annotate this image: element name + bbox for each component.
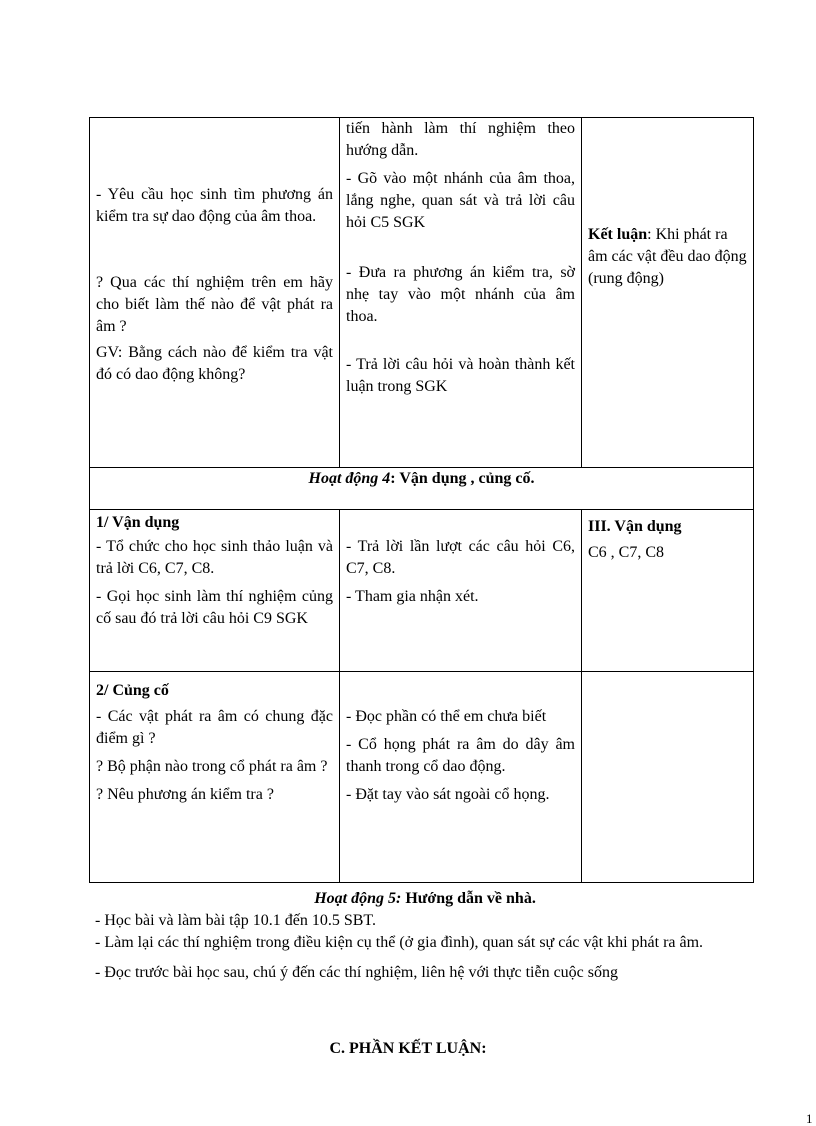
conclusion-label: Kết luận: [588, 226, 648, 243]
activity-title: : Vận dụng , củng cố.: [390, 470, 535, 487]
section-heading: 2/ Củng cố: [96, 682, 169, 699]
homework-heading: [95, 888, 755, 910]
student-activity-cell: [340, 672, 582, 883]
cell-text: - Đặt tay vào sát ngoài cổ họng.: [346, 786, 550, 803]
section-c-heading: C. PHẦN KẾT LUẬN:: [329, 1040, 487, 1057]
table-row: [90, 468, 754, 510]
teacher-activity-cell: [90, 510, 340, 672]
cell-text: - Các vật phát ra âm có chung đặc điểm gì ?: [96, 708, 333, 747]
cell-text: - Yêu cầu học sinh tìm phương án kiểm tra sự dao động của âm thoa.: [96, 186, 333, 225]
section-heading: III. Vận dụng: [588, 518, 682, 535]
homework-item: - Đọc trước bài học sau, chú ý đến các thí nghiệm, liên hệ với thực tiễn cuộc sống: [95, 964, 618, 981]
cell-text: - Tổ chức cho học sinh thảo luận và trả lời C6, C7, C8.: [96, 538, 333, 577]
cell-text: - Trả lời câu hỏi và hoàn thành kết luận trong SGK: [346, 356, 575, 395]
table-row: [90, 672, 754, 883]
teacher-activity-cell: [90, 118, 340, 468]
student-activity-cell: [340, 510, 582, 672]
page-number: 1: [806, 1111, 813, 1126]
activity-label: Hoạt động 4: [308, 470, 391, 487]
cell-text: ? Qua các thí nghiệm trên em hãy cho biết làm thế nào để vật phát ra âm ?: [96, 274, 333, 335]
cell-text: - Tham gia nhận xét.: [346, 588, 479, 605]
lesson-table: [89, 117, 754, 883]
homework-section: [95, 888, 755, 984]
conclusion-text: [588, 224, 747, 290]
cell-text: - Trả lời lần lượt các câu hỏi C6, C7, C8.: [346, 538, 575, 577]
activity-heading-cell: [90, 468, 754, 510]
student-activity-cell: [340, 118, 582, 468]
content-cell: [582, 510, 754, 672]
homework-item: - Học bài và làm bài tập 10.1 đến 10.5 SBT.: [95, 912, 376, 929]
table-row: [90, 118, 754, 468]
homework-item: - Làm lại các thí nghiệm trong điều kiện cụ thể (ở gia đình), quan sát sự các vật khi phát ra âm.: [95, 934, 704, 951]
cell-text: C6 , C7, C8: [588, 544, 665, 561]
cell-text: - Gọi học sinh làm thí nghiệm củng cố sau đó trả lời câu hỏi C9 SGK: [96, 588, 333, 627]
cell-text: GV: Bằng cách nào để kiểm tra vật đó có dao động không?: [96, 344, 333, 383]
cell-text: tiến hành làm thí nghiệm theo hướng dẫn.: [346, 120, 575, 159]
cell-text: - Đọc phần có thể em chưa biết: [346, 708, 547, 725]
cell-text: - Đưa ra phương án kiểm tra, sờ nhẹ tay vào một nhánh của âm thoa.: [346, 264, 575, 325]
cell-text: ? Bộ phận nào trong cổ phát ra âm ?: [96, 758, 328, 775]
content-cell: [582, 118, 754, 468]
teacher-activity-cell: [90, 672, 340, 883]
section-heading: 1/ Vận dụng: [96, 514, 180, 531]
table-row: [90, 510, 754, 672]
cell-text: - Cổ họng phát ra âm do dây âm thanh trong cổ dao động.: [346, 736, 575, 775]
conclusion-body: : Khi phát ra âm các vật đều dao động (rung động): [588, 226, 747, 287]
cell-text: - Gõ vào một nhánh của âm thoa, lắng nghe, quan sát và trả lời câu hỏi C5 SGK: [346, 170, 575, 231]
cell-text: ? Nêu phương án kiểm tra ?: [96, 786, 274, 803]
content-cell: [582, 672, 754, 883]
homework-title: Hướng dẫn về nhà.: [401, 890, 536, 907]
homework-label: Hoạt động 5:: [314, 890, 402, 907]
